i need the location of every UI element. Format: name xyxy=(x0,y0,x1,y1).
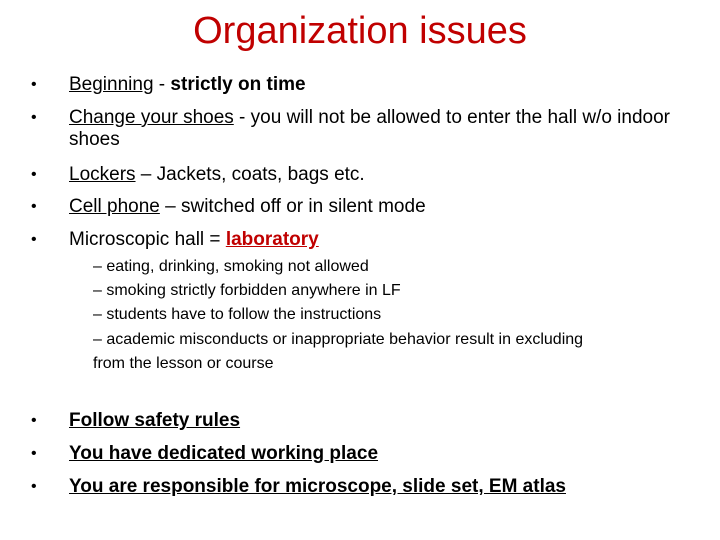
rule-text: Follow safety rules xyxy=(69,410,241,431)
item-label: Microscopic hall = xyxy=(69,229,226,250)
item-text xyxy=(69,196,714,218)
sub-item: – academic misconducts or inappropriate behavior result in excluding xyxy=(93,331,584,348)
item-separator: - xyxy=(233,107,251,128)
page-title: Organization issues xyxy=(193,10,527,52)
item-text xyxy=(69,74,714,96)
bullet-icon: • xyxy=(31,412,37,429)
item-text xyxy=(69,229,714,251)
rule-text: You are responsible for microscope, slide set, EM atlas xyxy=(69,476,566,497)
item-label: Lockers xyxy=(69,164,136,185)
item-label: Change your shoes xyxy=(69,107,234,128)
item-separator: – xyxy=(135,164,157,185)
item-label: Beginning xyxy=(69,74,154,95)
item-text xyxy=(69,107,714,151)
sub-item: – eating, drinking, smoking not allowed xyxy=(93,258,369,275)
bullet-icon: • xyxy=(31,478,37,495)
item-label: Cell phone xyxy=(69,196,160,217)
bullet-icon: • xyxy=(31,198,37,215)
item-detail: Jackets, coats, bags etc. xyxy=(156,164,365,185)
rule-text: You have dedicated working place xyxy=(69,443,379,464)
bullet-icon: • xyxy=(31,445,37,462)
laboratory-highlight: laboratory xyxy=(225,229,319,250)
item-detail: you will not be allowed to enter the hall w/o indoor shoes xyxy=(69,107,670,150)
bullet-icon: • xyxy=(31,166,37,183)
bullet-icon: • xyxy=(31,231,37,248)
sub-item: – students have to follow the instructions xyxy=(93,306,382,323)
item-separator: – xyxy=(159,196,181,217)
item-detail: switched off or in silent mode xyxy=(180,196,426,217)
sub-item: – smoking strictly forbidden anywhere in LF xyxy=(93,282,401,299)
sub-item: from the lesson or course xyxy=(93,355,274,372)
item-separator: - xyxy=(153,74,171,95)
item-detail: strictly on time xyxy=(170,74,306,95)
item-text xyxy=(69,164,714,186)
bullet-icon: • xyxy=(31,76,37,93)
bullet-icon: • xyxy=(31,109,37,126)
